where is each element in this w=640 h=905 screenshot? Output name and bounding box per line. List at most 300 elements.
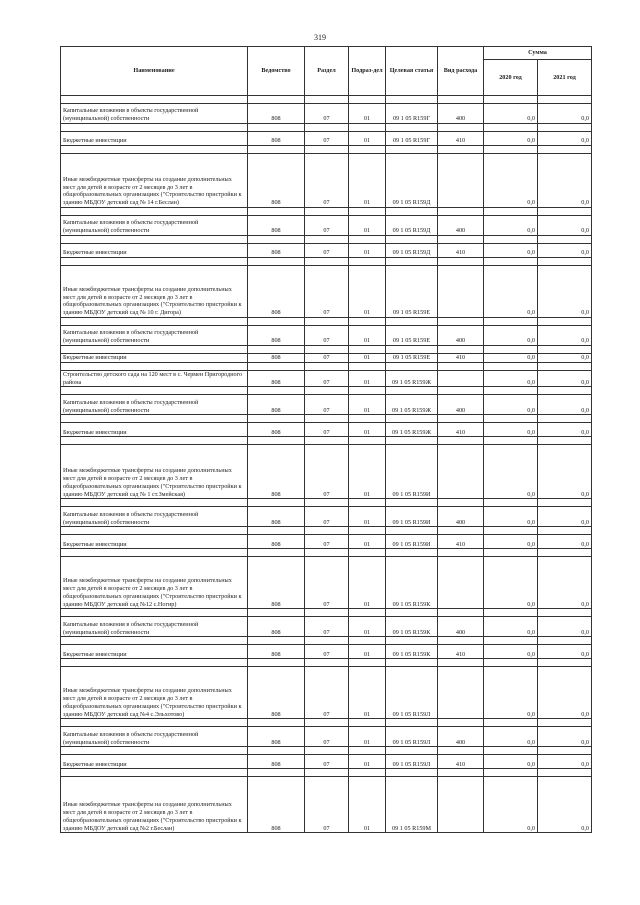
spacer-cell xyxy=(349,499,386,507)
cell-vid xyxy=(438,777,484,833)
cell-vedomstvo: 808 xyxy=(248,132,305,146)
spacer-cell xyxy=(484,96,538,104)
spacer-cell xyxy=(438,124,484,132)
spacer-cell xyxy=(349,769,386,777)
cell-2021: 0,0 xyxy=(538,557,592,609)
cell-vedomstvo: 808 xyxy=(248,326,305,346)
header-vid: Вид расхода xyxy=(438,47,484,96)
spacer-cell xyxy=(305,437,349,445)
cell-2020: 0,0 xyxy=(484,445,538,499)
spacer-cell xyxy=(349,437,386,445)
spacer-cell xyxy=(484,747,538,755)
spacer-cell xyxy=(538,146,592,154)
spacer-cell xyxy=(305,96,349,104)
cell-2021: 0,0 xyxy=(538,244,592,258)
cell-2020: 0,0 xyxy=(484,507,538,527)
spacer-cell xyxy=(305,236,349,244)
spacer-cell xyxy=(438,719,484,727)
header-celevaya: Целевая статья xyxy=(386,47,438,96)
header-name: Наименование xyxy=(61,47,248,96)
spacer-cell xyxy=(538,499,592,507)
row-spacer xyxy=(61,208,592,216)
cell-2020: 0,0 xyxy=(484,370,538,387)
spacer-cell xyxy=(349,609,386,617)
cell-celevaya: 09 1 05 R159И xyxy=(386,535,438,549)
cell-celevaya: 09 1 05 R159И xyxy=(386,445,438,499)
header-2020: 2020 год xyxy=(484,60,538,96)
spacer-cell xyxy=(484,387,538,395)
cell-celevaya: 09 1 05 R159Д xyxy=(386,154,438,208)
spacer-cell xyxy=(349,659,386,667)
row-spacer xyxy=(61,437,592,445)
spacer-cell xyxy=(349,415,386,423)
spacer-cell xyxy=(538,124,592,132)
spacer-cell xyxy=(538,415,592,423)
spacer-cell xyxy=(349,208,386,216)
spacer-cell xyxy=(386,146,438,154)
spacer-cell xyxy=(386,124,438,132)
cell-2020: 0,0 xyxy=(484,617,538,637)
spacer-cell xyxy=(386,637,438,645)
spacer-cell xyxy=(484,637,538,645)
cell-vid xyxy=(438,266,484,318)
row-spacer xyxy=(61,236,592,244)
spacer-cell xyxy=(438,747,484,755)
cell-2021: 0,0 xyxy=(538,354,592,363)
page-number: 319 xyxy=(314,33,326,42)
cell-vid: 410 xyxy=(438,423,484,437)
cell-2020: 0,0 xyxy=(484,645,538,659)
cell-2020: 0,0 xyxy=(484,244,538,258)
row-spacer xyxy=(61,499,592,507)
cell-podrazdel: 01 xyxy=(349,354,386,363)
table-row xyxy=(61,266,592,318)
spacer-cell xyxy=(305,346,349,354)
spacer-cell xyxy=(438,346,484,354)
cell-2020: 0,0 xyxy=(484,354,538,363)
spacer-cell xyxy=(484,609,538,617)
cell-2020: 0,0 xyxy=(484,132,538,146)
spacer-cell xyxy=(248,499,305,507)
spacer-cell xyxy=(61,96,248,104)
cell-celevaya: 09 1 05 R159Ж xyxy=(386,423,438,437)
budget-table xyxy=(60,46,592,833)
spacer-cell xyxy=(484,437,538,445)
cell-podrazdel: 01 xyxy=(349,535,386,549)
spacer-cell xyxy=(349,258,386,266)
cell-2020: 0,0 xyxy=(484,777,538,833)
spacer-cell xyxy=(248,346,305,354)
row-spacer xyxy=(61,659,592,667)
spacer-cell xyxy=(349,362,386,370)
spacer-cell xyxy=(538,769,592,777)
spacer-cell xyxy=(305,318,349,326)
spacer-cell xyxy=(484,415,538,423)
row-spacer xyxy=(61,637,592,645)
spacer-cell xyxy=(484,527,538,535)
cell-celevaya: 09 1 05 R159Л xyxy=(386,755,438,769)
row-spacer xyxy=(61,747,592,755)
spacer-cell xyxy=(305,719,349,727)
table-row xyxy=(61,423,592,437)
cell-name: Капитальные вложения в объекты государственной (муниципальной) собственности xyxy=(61,727,248,747)
spacer-cell xyxy=(61,236,248,244)
spacer-cell xyxy=(386,318,438,326)
cell-2020: 0,0 xyxy=(484,104,538,124)
table-row xyxy=(61,216,592,236)
spacer-cell xyxy=(386,96,438,104)
cell-name: Капитальные вложения в объекты государственной (муниципальной) собственности xyxy=(61,104,248,124)
spacer-cell xyxy=(305,124,349,132)
cell-podrazdel: 01 xyxy=(349,395,386,415)
cell-vedomstvo: 808 xyxy=(248,104,305,124)
table-row xyxy=(61,326,592,346)
cell-vedomstvo: 808 xyxy=(248,617,305,637)
spacer-cell xyxy=(305,769,349,777)
spacer-cell xyxy=(61,637,248,645)
cell-name: Бюджетные инвестиции xyxy=(61,423,248,437)
cell-celevaya: 09 1 05 R159И xyxy=(386,507,438,527)
row-spacer xyxy=(61,96,592,104)
spacer-cell xyxy=(538,609,592,617)
cell-vedomstvo: 808 xyxy=(248,755,305,769)
spacer-cell xyxy=(484,719,538,727)
spacer-cell xyxy=(305,659,349,667)
cell-vedomstvo: 808 xyxy=(248,727,305,747)
cell-vid: 410 xyxy=(438,535,484,549)
spacer-cell xyxy=(386,387,438,395)
cell-podrazdel: 01 xyxy=(349,667,386,719)
spacer-cell xyxy=(438,146,484,154)
spacer-cell xyxy=(305,637,349,645)
spacer-cell xyxy=(438,499,484,507)
table-row xyxy=(61,617,592,637)
spacer-cell xyxy=(538,362,592,370)
spacer-cell xyxy=(61,146,248,154)
table-body xyxy=(61,96,592,833)
cell-razdel: 07 xyxy=(305,104,349,124)
header-razdel: Раздел xyxy=(305,47,349,96)
cell-name: Бюджетные инвестиции xyxy=(61,645,248,659)
cell-celevaya: 09 1 05 R159Д xyxy=(386,216,438,236)
cell-name: Бюджетные инвестиции xyxy=(61,535,248,549)
cell-2021: 0,0 xyxy=(538,507,592,527)
cell-vid: 400 xyxy=(438,216,484,236)
table-row xyxy=(61,445,592,499)
spacer-cell xyxy=(484,146,538,154)
cell-podrazdel: 01 xyxy=(349,507,386,527)
spacer-cell xyxy=(248,362,305,370)
spacer-cell xyxy=(61,208,248,216)
spacer-cell xyxy=(484,346,538,354)
spacer-cell xyxy=(61,362,248,370)
cell-razdel: 07 xyxy=(305,667,349,719)
cell-razdel: 07 xyxy=(305,507,349,527)
spacer-cell xyxy=(538,747,592,755)
cell-name: Строительство детского сада на 120 мест в с. Чермен Пригородного района xyxy=(61,370,248,387)
spacer-cell xyxy=(438,96,484,104)
cell-name: Бюджетные инвестиции xyxy=(61,354,248,363)
spacer-cell xyxy=(305,609,349,617)
spacer-cell xyxy=(248,415,305,423)
header-vedomstvo: Ведомство xyxy=(248,47,305,96)
spacer-cell xyxy=(386,415,438,423)
cell-name: Капитальные вложения в объекты государственной (муниципальной) собственности xyxy=(61,617,248,637)
cell-celevaya: 09 1 05 R159Е xyxy=(386,326,438,346)
spacer-cell xyxy=(438,387,484,395)
spacer-cell xyxy=(248,387,305,395)
cell-2021: 0,0 xyxy=(538,370,592,387)
table-row xyxy=(61,777,592,833)
spacer-cell xyxy=(386,208,438,216)
spacer-cell xyxy=(305,208,349,216)
spacer-cell xyxy=(305,527,349,535)
spacer-cell xyxy=(386,499,438,507)
cell-podrazdel: 01 xyxy=(349,244,386,258)
cell-vid: 400 xyxy=(438,617,484,637)
cell-vedomstvo: 808 xyxy=(248,557,305,609)
spacer-cell xyxy=(248,659,305,667)
spacer-cell xyxy=(349,318,386,326)
cell-podrazdel: 01 xyxy=(349,266,386,318)
spacer-cell xyxy=(248,637,305,645)
table-row xyxy=(61,244,592,258)
cell-2021: 0,0 xyxy=(538,535,592,549)
spacer-cell xyxy=(248,769,305,777)
spacer-cell xyxy=(484,769,538,777)
cell-vid xyxy=(438,667,484,719)
cell-2021: 0,0 xyxy=(538,777,592,833)
spacer-cell xyxy=(438,769,484,777)
cell-vedomstvo: 808 xyxy=(248,216,305,236)
cell-2021: 0,0 xyxy=(538,617,592,637)
cell-vedomstvo: 808 xyxy=(248,354,305,363)
cell-celevaya: 09 1 05 R159М xyxy=(386,777,438,833)
spacer-cell xyxy=(305,387,349,395)
cell-razdel: 07 xyxy=(305,755,349,769)
spacer-cell xyxy=(61,769,248,777)
cell-celevaya: 09 1 05 R159Е xyxy=(386,354,438,363)
cell-vid: 400 xyxy=(438,727,484,747)
cell-2021: 0,0 xyxy=(538,755,592,769)
spacer-cell xyxy=(538,719,592,727)
table-row xyxy=(61,727,592,747)
row-spacer xyxy=(61,362,592,370)
spacer-cell xyxy=(61,549,248,557)
cell-vid: 410 xyxy=(438,132,484,146)
table-row xyxy=(61,154,592,208)
cell-razdel: 07 xyxy=(305,132,349,146)
cell-name: Капитальные вложения в объекты государственной (муниципальной) собственности xyxy=(61,507,248,527)
spacer-cell xyxy=(61,609,248,617)
cell-vedomstvo: 808 xyxy=(248,266,305,318)
cell-vedomstvo: 808 xyxy=(248,395,305,415)
cell-vid: 410 xyxy=(438,354,484,363)
spacer-cell xyxy=(484,124,538,132)
cell-podrazdel: 01 xyxy=(349,423,386,437)
cell-vid: 400 xyxy=(438,104,484,124)
cell-vid: 400 xyxy=(438,395,484,415)
spacer-cell xyxy=(61,659,248,667)
spacer-cell xyxy=(386,747,438,755)
spacer-cell xyxy=(349,387,386,395)
cell-name: Капитальные вложения в объекты государственной (муниципальной) собственности xyxy=(61,326,248,346)
row-spacer xyxy=(61,719,592,727)
cell-razdel: 07 xyxy=(305,617,349,637)
cell-2021: 0,0 xyxy=(538,423,592,437)
table-row xyxy=(61,354,592,363)
spacer-cell xyxy=(438,637,484,645)
cell-vedomstvo: 808 xyxy=(248,154,305,208)
cell-2021: 0,0 xyxy=(538,395,592,415)
spacer-cell xyxy=(538,258,592,266)
cell-2020: 0,0 xyxy=(484,535,538,549)
cell-podrazdel: 01 xyxy=(349,104,386,124)
cell-2021: 0,0 xyxy=(538,154,592,208)
cell-podrazdel: 01 xyxy=(349,132,386,146)
row-spacer xyxy=(61,318,592,326)
spacer-cell xyxy=(349,124,386,132)
spacer-cell xyxy=(484,236,538,244)
spacer-cell xyxy=(61,258,248,266)
cell-razdel: 07 xyxy=(305,445,349,499)
cell-2021: 0,0 xyxy=(538,266,592,318)
cell-name: Иные межбюджетные трансферты на создание дополнительных мест для детей в возрасте от 2 месяцев до 3 лет в общеобразовательных организациях ("Строительство пристройки к зданию МБДОУ детский сад № 1 ст.Змейская) xyxy=(61,445,248,499)
spacer-cell xyxy=(305,549,349,557)
cell-vid xyxy=(438,445,484,499)
cell-2021: 0,0 xyxy=(538,645,592,659)
spacer-cell xyxy=(386,527,438,535)
spacer-cell xyxy=(386,258,438,266)
spacer-cell xyxy=(305,362,349,370)
spacer-cell xyxy=(61,124,248,132)
row-spacer xyxy=(61,769,592,777)
row-spacer xyxy=(61,124,592,132)
spacer-cell xyxy=(538,637,592,645)
header-2021: 2021 год xyxy=(538,60,592,96)
header-summa: Сумма xyxy=(484,47,592,60)
table-row xyxy=(61,645,592,659)
row-spacer xyxy=(61,346,592,354)
cell-razdel: 07 xyxy=(305,645,349,659)
cell-vid xyxy=(438,154,484,208)
spacer-cell xyxy=(484,208,538,216)
cell-vedomstvo: 808 xyxy=(248,507,305,527)
spacer-cell xyxy=(349,637,386,645)
cell-podrazdel: 01 xyxy=(349,755,386,769)
row-spacer xyxy=(61,549,592,557)
cell-celevaya: 09 1 05 R159К xyxy=(386,645,438,659)
cell-name: Бюджетные инвестиции xyxy=(61,244,248,258)
spacer-cell xyxy=(61,437,248,445)
spacer-cell xyxy=(305,146,349,154)
spacer-cell xyxy=(349,527,386,535)
cell-name: Иные межбюджетные трансферты на создание дополнительных мест для детей в возрасте от 2 месяцев до 3 лет в общеобразовательных организациях ("Строительство пристройки к зданию МБДОУ детский сад № 10 г. Дигора) xyxy=(61,266,248,318)
cell-razdel: 07 xyxy=(305,727,349,747)
spacer-cell xyxy=(386,659,438,667)
cell-celevaya: 09 1 05 R159К xyxy=(386,617,438,637)
spacer-cell xyxy=(538,346,592,354)
spacer-cell xyxy=(248,96,305,104)
cell-name: Иные межбюджетные трансферты на создание дополнительных мест для детей в возрасте от 2 месяцев до 3 лет в общеобразовательных организациях ("Строительство пристройки к зданию МБДОУ детский сад №12 с.Ногир) xyxy=(61,557,248,609)
spacer-cell xyxy=(386,719,438,727)
spacer-cell xyxy=(61,747,248,755)
row-spacer xyxy=(61,258,592,266)
spacer-cell xyxy=(386,609,438,617)
cell-celevaya: 09 1 05 R159Е xyxy=(386,266,438,318)
spacer-cell xyxy=(248,236,305,244)
spacer-cell xyxy=(438,527,484,535)
cell-celevaya: 09 1 05 R159Г xyxy=(386,132,438,146)
spacer-cell xyxy=(386,549,438,557)
spacer-cell xyxy=(248,146,305,154)
cell-razdel: 07 xyxy=(305,395,349,415)
cell-2020: 0,0 xyxy=(484,326,538,346)
cell-podrazdel: 01 xyxy=(349,617,386,637)
spacer-cell xyxy=(61,719,248,727)
spacer-cell xyxy=(248,549,305,557)
cell-podrazdel: 01 xyxy=(349,557,386,609)
spacer-cell xyxy=(61,527,248,535)
cell-razdel: 07 xyxy=(305,266,349,318)
cell-razdel: 07 xyxy=(305,535,349,549)
spacer-cell xyxy=(248,437,305,445)
cell-podrazdel: 01 xyxy=(349,370,386,387)
spacer-cell xyxy=(438,362,484,370)
cell-vid xyxy=(438,557,484,609)
cell-vid xyxy=(438,370,484,387)
cell-podrazdel: 01 xyxy=(349,154,386,208)
table-row xyxy=(61,755,592,769)
spacer-cell xyxy=(438,415,484,423)
spacer-cell xyxy=(305,415,349,423)
spacer-cell xyxy=(248,258,305,266)
row-spacer xyxy=(61,527,592,535)
table-row xyxy=(61,667,592,719)
cell-2021: 0,0 xyxy=(538,727,592,747)
spacer-cell xyxy=(438,609,484,617)
cell-razdel: 07 xyxy=(305,777,349,833)
spacer-cell xyxy=(305,258,349,266)
cell-2021: 0,0 xyxy=(538,216,592,236)
cell-2020: 0,0 xyxy=(484,557,538,609)
spacer-cell xyxy=(248,527,305,535)
cell-2021: 0,0 xyxy=(538,104,592,124)
cell-podrazdel: 01 xyxy=(349,326,386,346)
header-row xyxy=(61,47,592,60)
cell-razdel: 07 xyxy=(305,423,349,437)
spacer-cell xyxy=(438,437,484,445)
cell-2020: 0,0 xyxy=(484,755,538,769)
cell-celevaya: 09 1 05 R159Г xyxy=(386,104,438,124)
cell-podrazdel: 01 xyxy=(349,727,386,747)
cell-celevaya: 09 1 05 R159К xyxy=(386,557,438,609)
spacer-cell xyxy=(438,549,484,557)
cell-vedomstvo: 808 xyxy=(248,645,305,659)
cell-name: Иные межбюджетные трансферты на создание дополнительных мест для детей в возрасте от 2 месяцев до 3 лет в общеобразовательных организациях ("Строительство пристройки к зданию МБДОУ детский сад №2 г.Беслан) xyxy=(61,777,248,833)
cell-podrazdel: 01 xyxy=(349,445,386,499)
cell-name: Бюджетные инвестиции xyxy=(61,132,248,146)
row-spacer xyxy=(61,415,592,423)
spacer-cell xyxy=(248,124,305,132)
spacer-cell xyxy=(386,769,438,777)
cell-celevaya: 09 1 05 R159Д xyxy=(386,244,438,258)
spacer-cell xyxy=(538,659,592,667)
table-row xyxy=(61,507,592,527)
spacer-cell xyxy=(438,659,484,667)
cell-name: Бюджетные инвестиции xyxy=(61,755,248,769)
spacer-cell xyxy=(248,318,305,326)
